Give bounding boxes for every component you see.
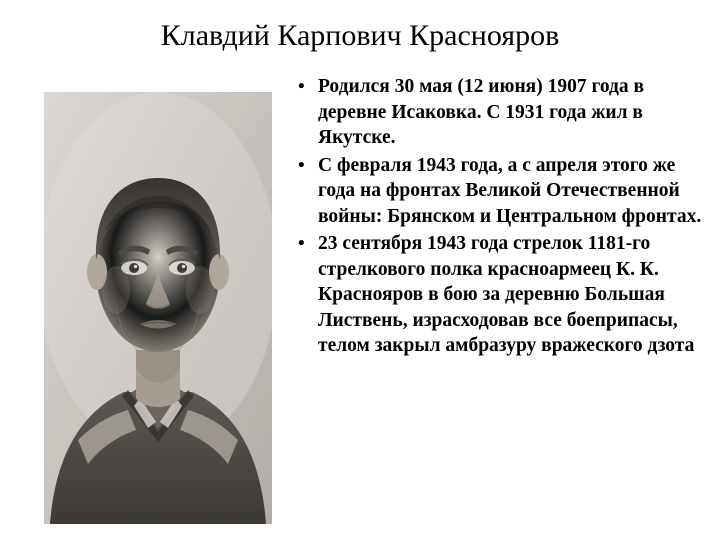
page-title: Клавдий Карпович Краснояров — [160, 19, 560, 52]
list-item: • 23 сентября 1943 года стрелок 1181-го стрелкового полка красноармеец К. К. Краснояров в бою за деревню Большая Листвень, израсходовав все боеприпасы, телом закрыл амбразуру вражеского дзота — [296, 231, 708, 359]
content-body — [296, 74, 708, 361]
portrait-photo — [44, 92, 272, 524]
portrait-frame — [44, 92, 272, 524]
list-item: • Родился 30 мая (12 июня) 1907 года в деревне Исаковка. С 1931 года жил в Якутске. — [296, 74, 708, 151]
bullet-list — [296, 74, 708, 359]
list-item: • С февраля 1943 года, а с апреля этого же года на фронтах Великой Отечественной войны: Брянском и Центральном фронтах. — [296, 153, 708, 230]
